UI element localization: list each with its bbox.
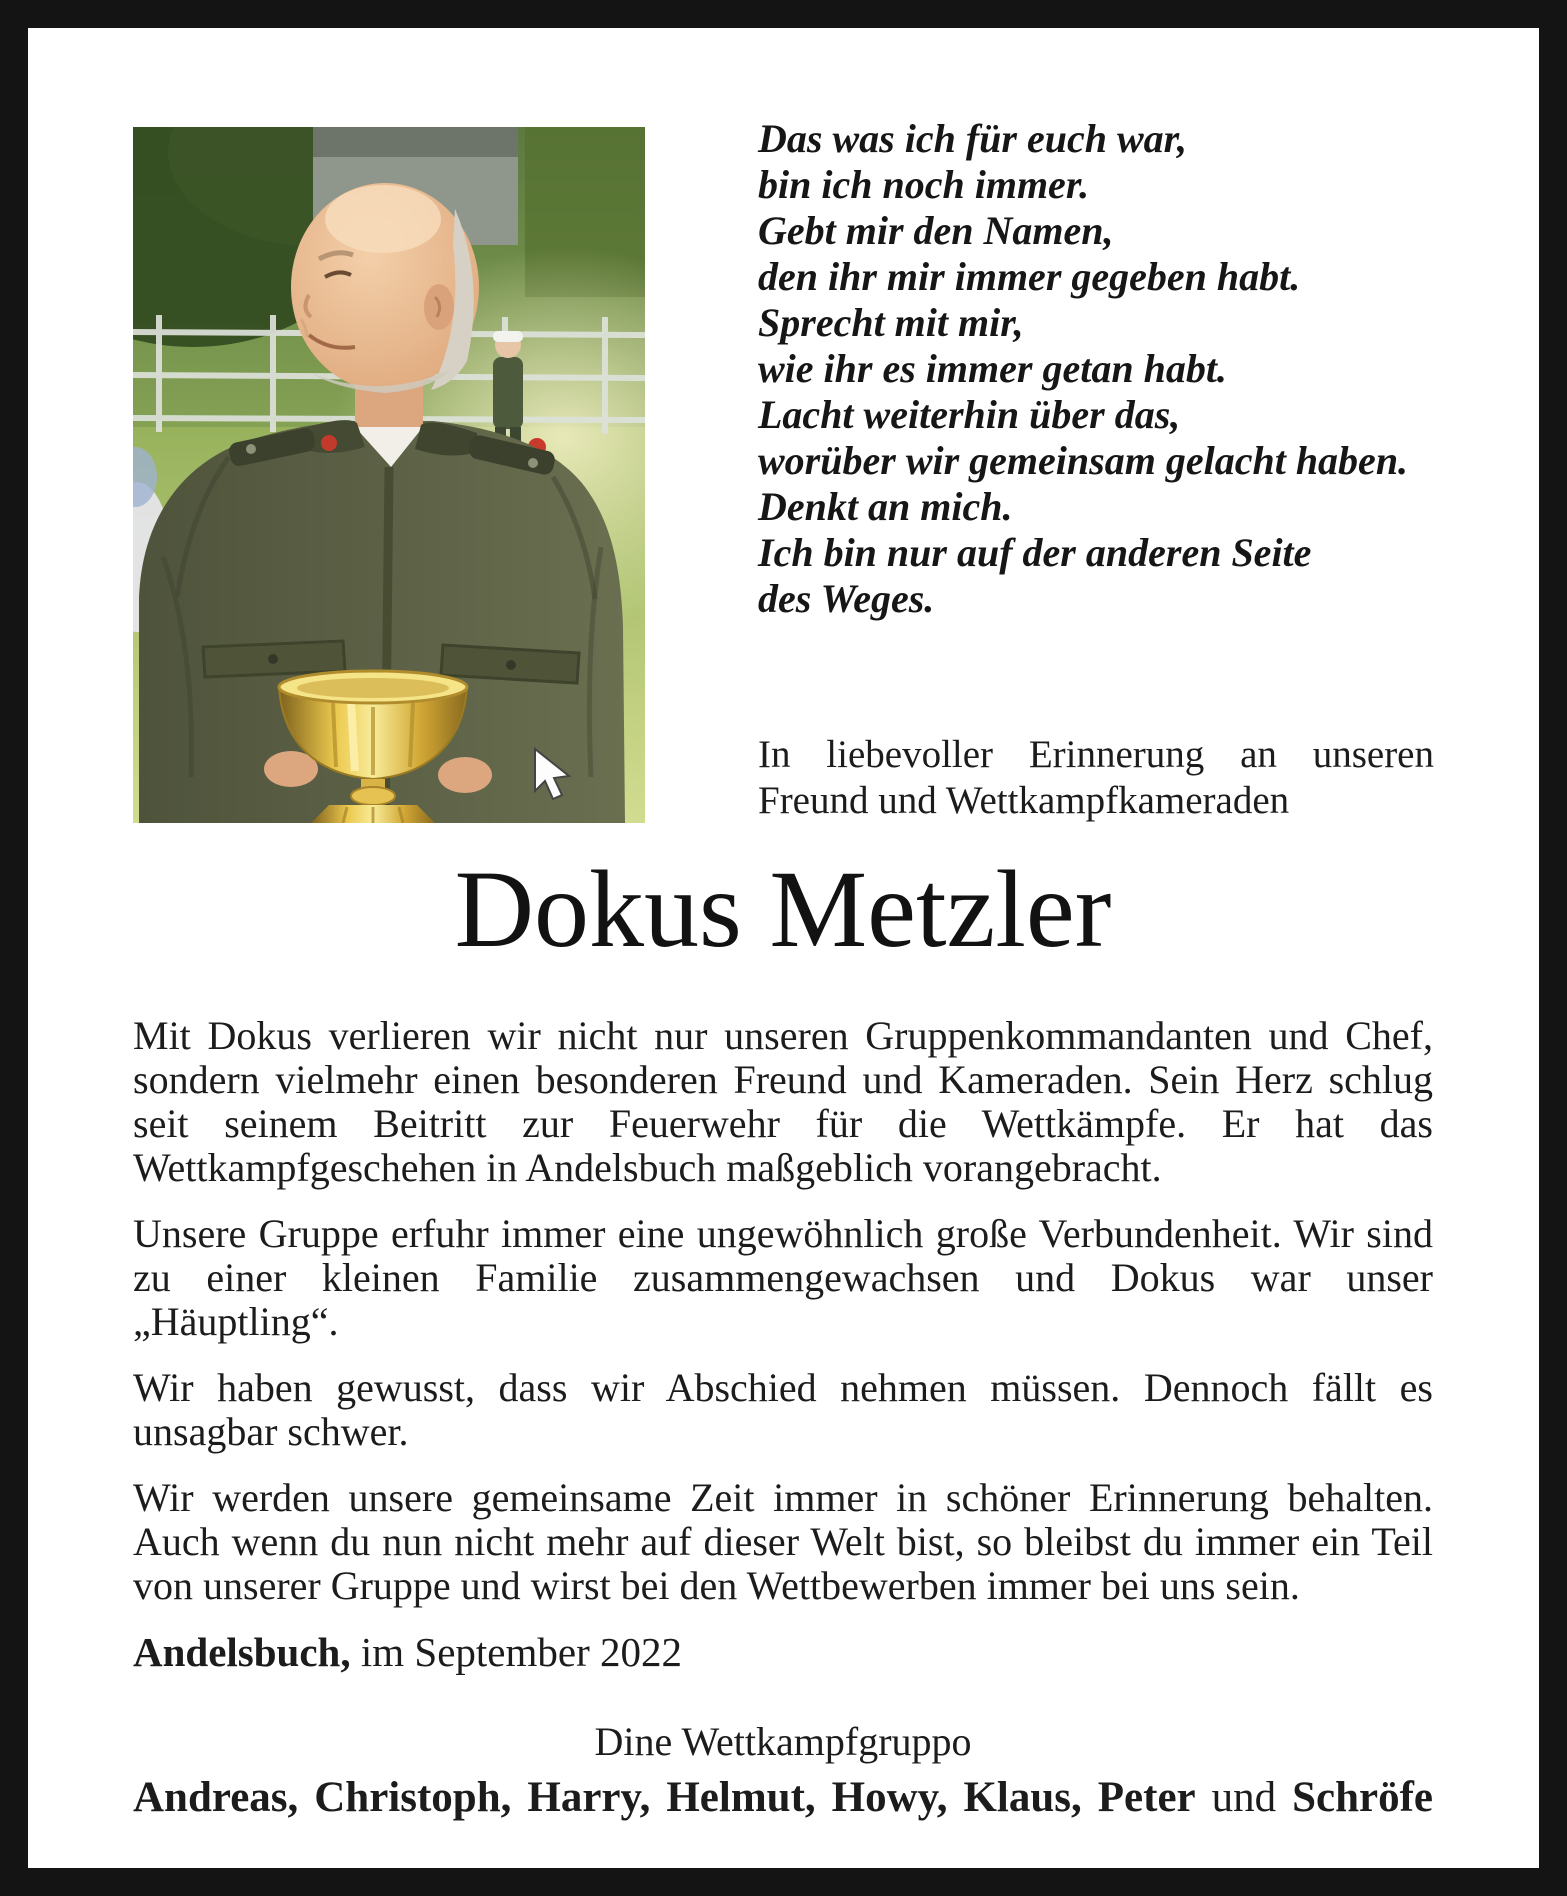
body-paragraph: Wir werden unsere gemeinsame Zeit immer in schöner Erinnerung behalten. Auch wenn du nun nicht mehr auf dieser Welt bist, so bleibst du immer ein Teil von unserer Gruppe und wirst bei den Wettbewerben immer bei uns sein. [133,1475,1433,1608]
signature-name-last: Schröfe [1292,1774,1434,1821]
signature-group-line: Dine Wettkampfgruppo [594,1719,972,1764]
body-paragraph: Mit Dokus verlieren wir nicht nur unseren Gruppenkommandanten und Chef, sondern vielmehr einen besonderen Freund und Kameraden. Sein Herz schlug seit seinem Beitritt zur Feuerwehr für die Wettkämpfe. Er hat das Wettkampfgeschehen in Andelsbuch maßgeblich vorangebracht. [133,1013,1433,1190]
body-paragraph: Wir haben gewusst, dass wir Abschied nehmen müssen. Dennoch fällt es unsagbar schwer. [133,1365,1433,1454]
poem-line: Lacht weiterhin über das, [758,392,1181,437]
poem-line: Sprecht mit mir, [758,300,1024,345]
poem [758,116,1438,622]
signature-names: Andreas, Christoph, Harry, Helmut, Howy, Klaus, Peter [133,1774,1196,1821]
poem-line: Denkt an mich. [758,484,1013,529]
dateline-place: Andelsbuch, [133,1629,351,1675]
intro-line: Freund und Wettkampfkameraden [758,779,1290,822]
obituary-body [133,1014,1433,1820]
poem-line: Gebt mir den Namen, [758,208,1114,253]
collar-badge [321,435,337,451]
portrait-photo-art [133,127,645,823]
intro-line: In liebevoller Erinnerung an unseren [758,733,1434,776]
signature-names-line [133,1776,1433,1820]
body-paragraph: Unsere Gruppe erfuhr immer eine ungewöhnlich große Verbundenheit. Wir sind zu einer kleinen Familie zusammengewachsen und Dokus war unser „Häuptling“. [133,1211,1433,1344]
poem-line: worüber wir gemeinsam gelacht haben. [758,438,1409,483]
intro-text [758,732,1434,824]
signature-connector: und [1195,1774,1293,1821]
portrait-photo [133,127,645,823]
poem-line: den ihr mir immer gegeben habt. [758,254,1301,299]
poem-line: wie ihr es immer getan habt. [758,346,1227,391]
poem-line: des Weges. [758,576,935,621]
dateline-date: im September 2022 [350,1629,682,1675]
poem-line: bin ich noch immer. [758,162,1090,207]
deceased-name: Dokus Metzler [454,848,1112,970]
poem-line: Das was ich für euch war, [758,116,1187,161]
poem-line: Ich bin nur auf der anderen Seite [758,530,1312,575]
dateline [133,1630,1433,1674]
